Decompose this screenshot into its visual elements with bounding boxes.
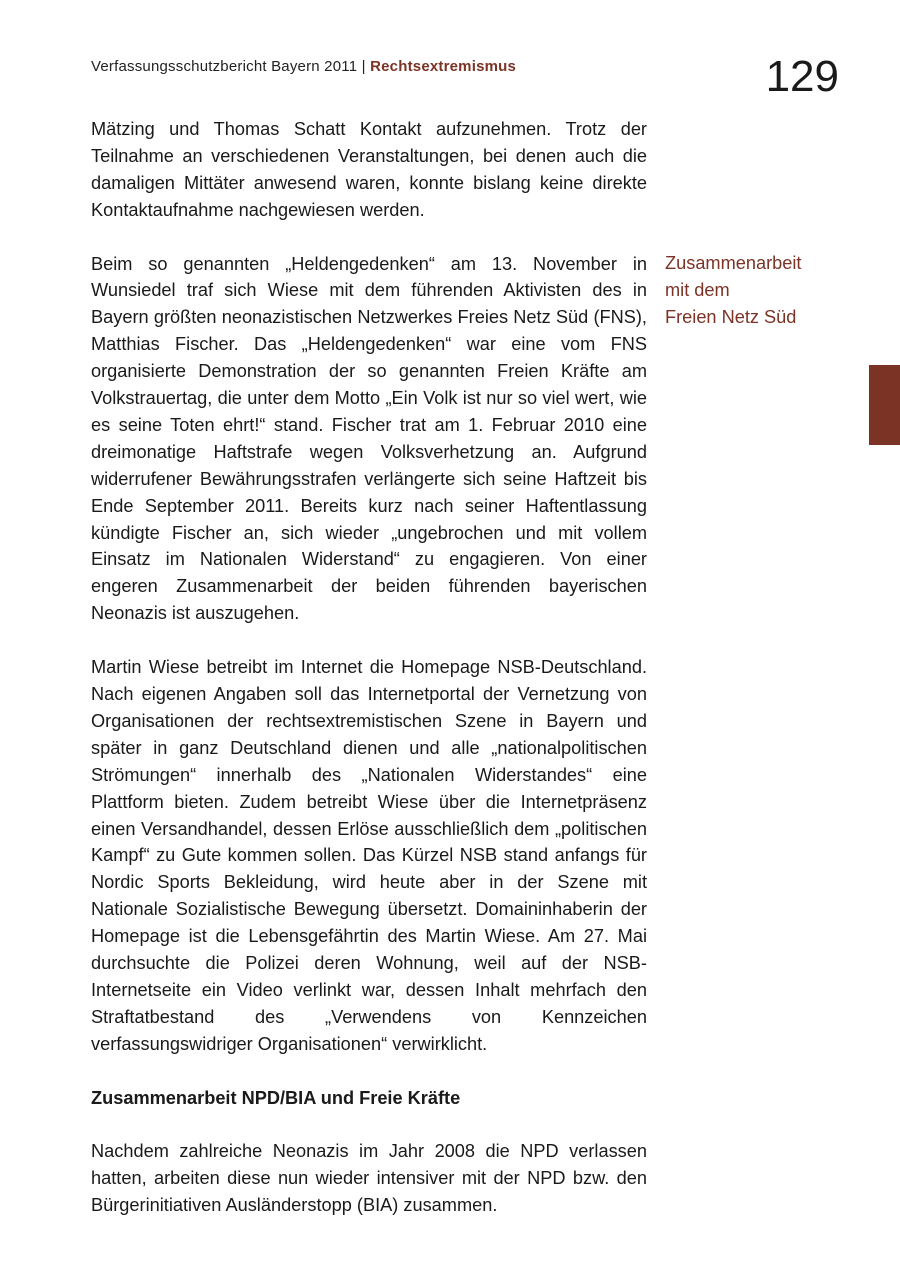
publication-title: Verfassungsschutzbericht Bayern 2011 <box>91 58 358 75</box>
page-number: 129 <box>765 52 839 101</box>
paragraph: Beim so genannten „Heldengedenken“ am 13. November in Wunsiedel traf sich Wiese mit dem führenden Aktivisten des in Bayern größten neonazistischen Netzwerkes Freies Netz Süd (FNS), Matthias Fischer. Das „Heldengedenken“ war eine vom FNS organisierte Demonstration der so genannten Freien Kräfte am Volkstrauertag, die unter dem Motto „Ein Volk ist nur so viel wert, wie es seine Toten ehrt!“ stand. Fischer trat am 1. Februar 2010 eine dreimonatige Haftstrafe wegen Volksverhetzung an. Aufgrund widerrufener Bewährungsstrafen verlängerte sich seine Haftzeit bis Ende September 2011. Bereits kurz nach seiner Haftentlassung kündigte Fischer an, sich wieder „ungebrochen und mit vollem Einsatz im Nationalen Widerstand“ zu engagieren. Von einer engeren Zusammenarbeit der beiden führenden bayerischen Neonazis ist auszugehen. <box>91 253 647 624</box>
paragraph: Nachdem zahlreiche Neonazis im Jahr 2008 die NPD verlassen hatten, arbeiten diese nun wieder intensiver mit der NPD bzw. den Bürgerinitiativen Ausländerstopp (BIA) zusammen. <box>91 1141 647 1216</box>
paragraph: Martin Wiese betreibt im Internet die Homepage NSB-Deutschland. Nach eigenen Angaben soll das Internetportal der Vernetzung von Organisationen der rechtsextremistischen Szene in Bayern und später in ganz Deutschland dienen und alle „nationalpolitischen Strömungen“ innerhalb des „Nationalen Widerstandes“ eine Plattform bieten. Zudem betreibt Wiese über die Internetpräsenz einen Versandhandel, dessen Erlöse ausschließlich dem „politischen Kampf“ zu Gute kommen sollen. Das Kürzel NSB stand anfangs für Nordic Sports Bekleidung, wird heute aber in der Szene mit Nationale Sozialistische Bewegung übersetzt. Domaininhaberin der Homepage ist die Lebensgefährtin des Martin Wiese. Am 27. Mai durchsuchte die Polizei deren Wohnung, weil auf der NSB-Internetseite ein Video verlinkt war, dessen Inhalt mehrfach den Straftatbestand des „Verwendens von Kennzeichen verfassungswidriger Organisationen“ verwirklicht. <box>91 657 647 1054</box>
running-header <box>91 58 516 75</box>
section-heading: Zusammenarbeit NPD/BIA und Freie Kräfte <box>91 1087 461 1108</box>
main-text-column <box>91 116 647 1246</box>
section-title: Rechtsextremismus <box>370 58 517 75</box>
chapter-thumb-tab <box>869 365 900 445</box>
margin-note-line: mit dem <box>665 279 730 300</box>
paragraph: Mätzing und Thomas Schatt Kontakt aufzunehmen. Trotz der Teilnahme an verschiedenen Veranstaltungen, bei denen auch die damaligen Mittäter anwesend waren, konnte bislang keine direkte Kontaktaufnahme nachgewiesen werden. <box>91 119 647 220</box>
margin-note-line: Zusammenarbeit <box>665 253 802 273</box>
margin-note-line: Freien Netz Süd <box>665 306 797 327</box>
header-separator: | <box>361 58 366 75</box>
margin-note <box>665 250 865 331</box>
